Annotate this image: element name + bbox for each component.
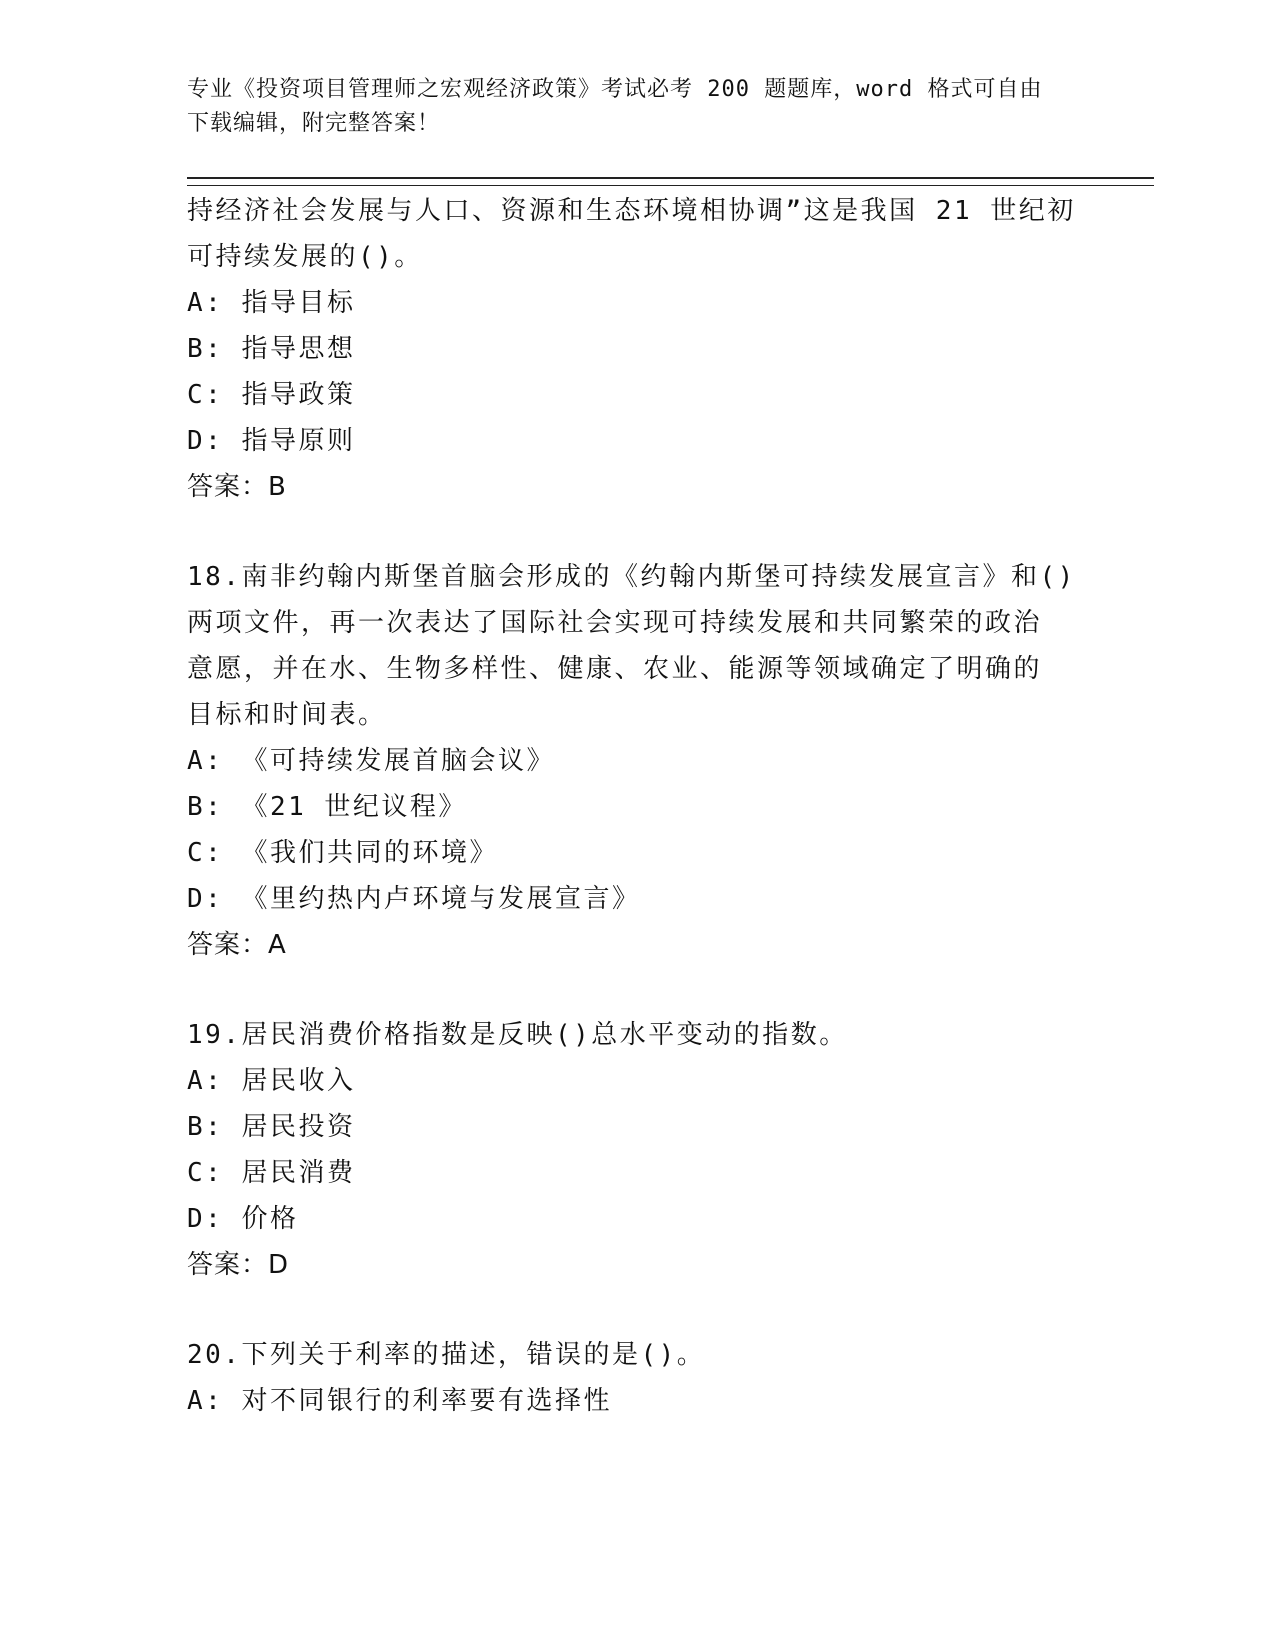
- question-19: [187, 1012, 1087, 1288]
- option-b: B: 居民投资: [187, 1112, 356, 1142]
- question-text: 19.居民消费价格指数是反映()总水平变动的指数。: [187, 1020, 848, 1050]
- spacer: [187, 510, 1087, 554]
- option-a: A: 指导目标: [187, 288, 356, 318]
- answer: 答案：A: [187, 930, 287, 960]
- option-d: D: 价格: [187, 1204, 299, 1234]
- spacer: [187, 1288, 1087, 1332]
- option-a: A: 《可持续发展首脑会议》: [187, 746, 555, 776]
- question-17: [187, 188, 1087, 510]
- spacer: [187, 968, 1087, 1012]
- question-text: 意愿，并在水、生物多样性、健康、农业、能源等领域确定了明确的: [187, 654, 1043, 684]
- document-header: [187, 73, 1067, 141]
- option-a: A: 对不同银行的利率要有选择性: [187, 1386, 612, 1416]
- question-20: [187, 1332, 1087, 1424]
- option-d: D: 《里约热内卢环境与发展宣言》: [187, 884, 641, 914]
- option-c: C: 居民消费: [187, 1158, 356, 1188]
- header-line-1: 专业《投资项目管理师之宏观经济政策》考试必考 200 题题库，word 格式可自由: [187, 77, 1043, 102]
- header-divider: [187, 177, 1154, 186]
- option-a: A: 居民收入: [187, 1066, 356, 1096]
- option-b: B: 《21 世纪议程》: [187, 792, 467, 822]
- option-c: C: 《我们共同的环境》: [187, 838, 498, 868]
- header-line-2: 下载编辑，附完整答案！: [187, 111, 441, 136]
- question-text: 可持续发展的()。: [187, 242, 423, 272]
- question-text: 目标和时间表。: [187, 700, 387, 730]
- question-18: [187, 554, 1087, 968]
- question-text: 18.南非约翰内斯堡首脑会形成的《约翰内斯堡可持续发展宣言》和(): [187, 562, 1076, 592]
- question-list: [187, 188, 1087, 1424]
- question-text: 持经济社会发展与人口、资源和生态环境相协调”这是我国 21 世纪初: [187, 196, 1076, 226]
- option-b: B: 指导思想: [187, 334, 356, 364]
- answer: 答案：B: [187, 472, 287, 502]
- answer: 答案：D: [187, 1250, 290, 1280]
- question-text: 20.下列关于利率的描述，错误的是()。: [187, 1340, 706, 1370]
- option-d: D: 指导原则: [187, 426, 356, 456]
- option-c: C: 指导政策: [187, 380, 356, 410]
- question-text: 两项文件，再一次表达了国际社会实现可持续发展和共同繁荣的政治: [187, 608, 1043, 638]
